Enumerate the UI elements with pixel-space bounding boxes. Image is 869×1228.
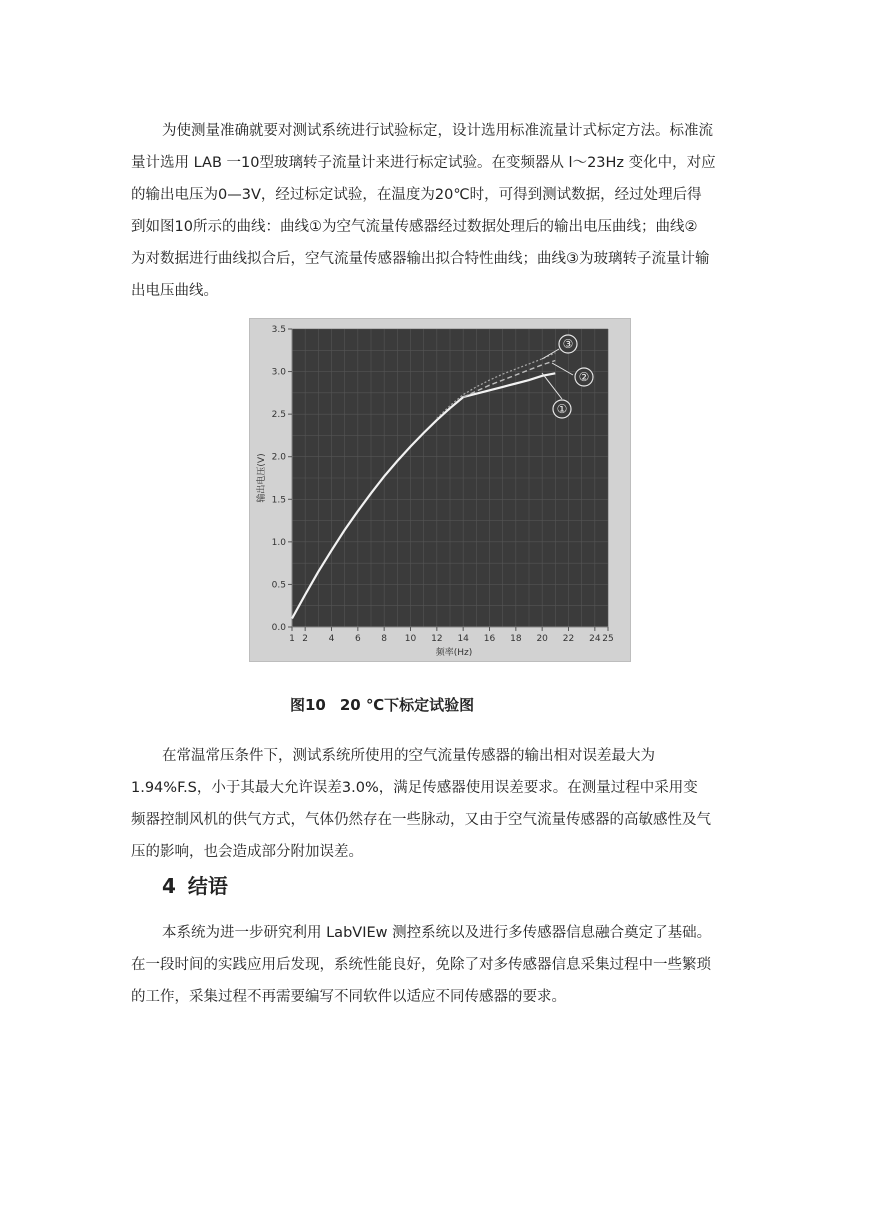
series-label: ② [578, 370, 590, 384]
text-line: 本系统为进一步研究利用 LabVIEw 测控系统以及进行多传感器信息融合奠定了基础。 [162, 925, 712, 941]
x-axis-label: 频率(Hz) [435, 648, 473, 658]
y-tick-label: 3.5 [271, 325, 286, 335]
section-title: 结语 [187, 874, 228, 898]
x-tick-label: 8 [381, 634, 388, 644]
x-tick-label: 20 [536, 634, 548, 644]
text-line: 在常温常压条件下，测试系统所使用的空气流量传感器的输出相对误差最大为 [162, 748, 655, 764]
text-line: 到如图10所示的曲线：曲线①为空气流量传感器经过数据处理后的输出电压曲线；曲线② [131, 219, 698, 235]
paragraph-conclusion [131, 917, 739, 1013]
text-line: 压的影响，也会造成部分附加误差。 [131, 844, 363, 860]
figure-caption [290, 694, 488, 715]
y-tick-label: 0.5 [271, 580, 286, 591]
text-line: 为使测量准确就要对测试系统进行试验标定，设计选用标准流量计式标定方法。标准流 [162, 123, 713, 139]
x-tick-label: 6 [354, 634, 361, 644]
text-line: 在一段时间的实践应用后发现，系统性能良好，免除了对多传感器信息采集过程中一些繁琐 [131, 957, 711, 973]
figure-title: 20 ℃下标定试验图 [339, 696, 475, 714]
x-tick-label: 1 [289, 634, 295, 644]
text-line: 的输出电压为0—3V，经过标定试验，在温度为20℃时，可得到测试数据，经过处理后得 [131, 187, 702, 203]
calibration-chart [249, 318, 631, 662]
y-tick-label: 1.0 [271, 537, 286, 548]
x-tick-label: 22 [562, 634, 575, 644]
y-tick-label: 0.0 [271, 623, 286, 633]
x-tick-label: 24 [589, 634, 601, 644]
x-tick-label: 25 [602, 634, 614, 644]
y-tick-label: 2.5 [271, 410, 286, 421]
y-tick-label: 1.5 [271, 495, 286, 506]
text-line: 为对数据进行曲线拟合后，空气流量传感器输出拟合特性曲线；曲线③为玻璃转子流量计输 [131, 251, 710, 267]
series-label: ③ [562, 337, 574, 351]
section-heading [162, 870, 240, 899]
paragraph-error-analysis [131, 740, 739, 868]
section-number: 4 [162, 874, 176, 898]
text-line: 频器控制风机的供气方式，气体仍然存在一些脉动，又由于空气流量传感器的高敏感性及气 [131, 812, 711, 828]
chart-canvas [250, 319, 630, 661]
x-tick-label: 10 [404, 634, 417, 644]
x-tick-label: 2 [302, 634, 309, 644]
x-tick-label: 4 [328, 634, 335, 644]
x-tick-label: 14 [457, 634, 469, 644]
text-line: 1.94%F.S，小于其最大允许误差3.0%，满足传感器使用误差要求。在测量过程中采用变 [131, 780, 698, 796]
x-tick-label: 12 [431, 634, 443, 644]
y-axis-label: 输出电压(V) [257, 453, 267, 503]
text-line: 量计选用 LAB 一10型玻璃转子流量计来进行标定试验。在变频器从 l～23Hz 变化中，对应 [131, 155, 716, 171]
paragraph-calibration-intro [131, 115, 739, 307]
y-tick-label: 2.0 [271, 452, 286, 463]
text-line: 的工作，采集过程不再需要编写不同软件以适应不同传感器的要求。 [131, 989, 566, 1005]
series-label: ① [556, 402, 568, 416]
x-tick-label: 18 [510, 634, 522, 644]
x-tick-label: 16 [483, 634, 496, 644]
y-tick-label: 3.0 [271, 367, 286, 378]
text-line: 出电压曲线。 [131, 283, 218, 299]
figure-label: 图10 [290, 696, 326, 714]
